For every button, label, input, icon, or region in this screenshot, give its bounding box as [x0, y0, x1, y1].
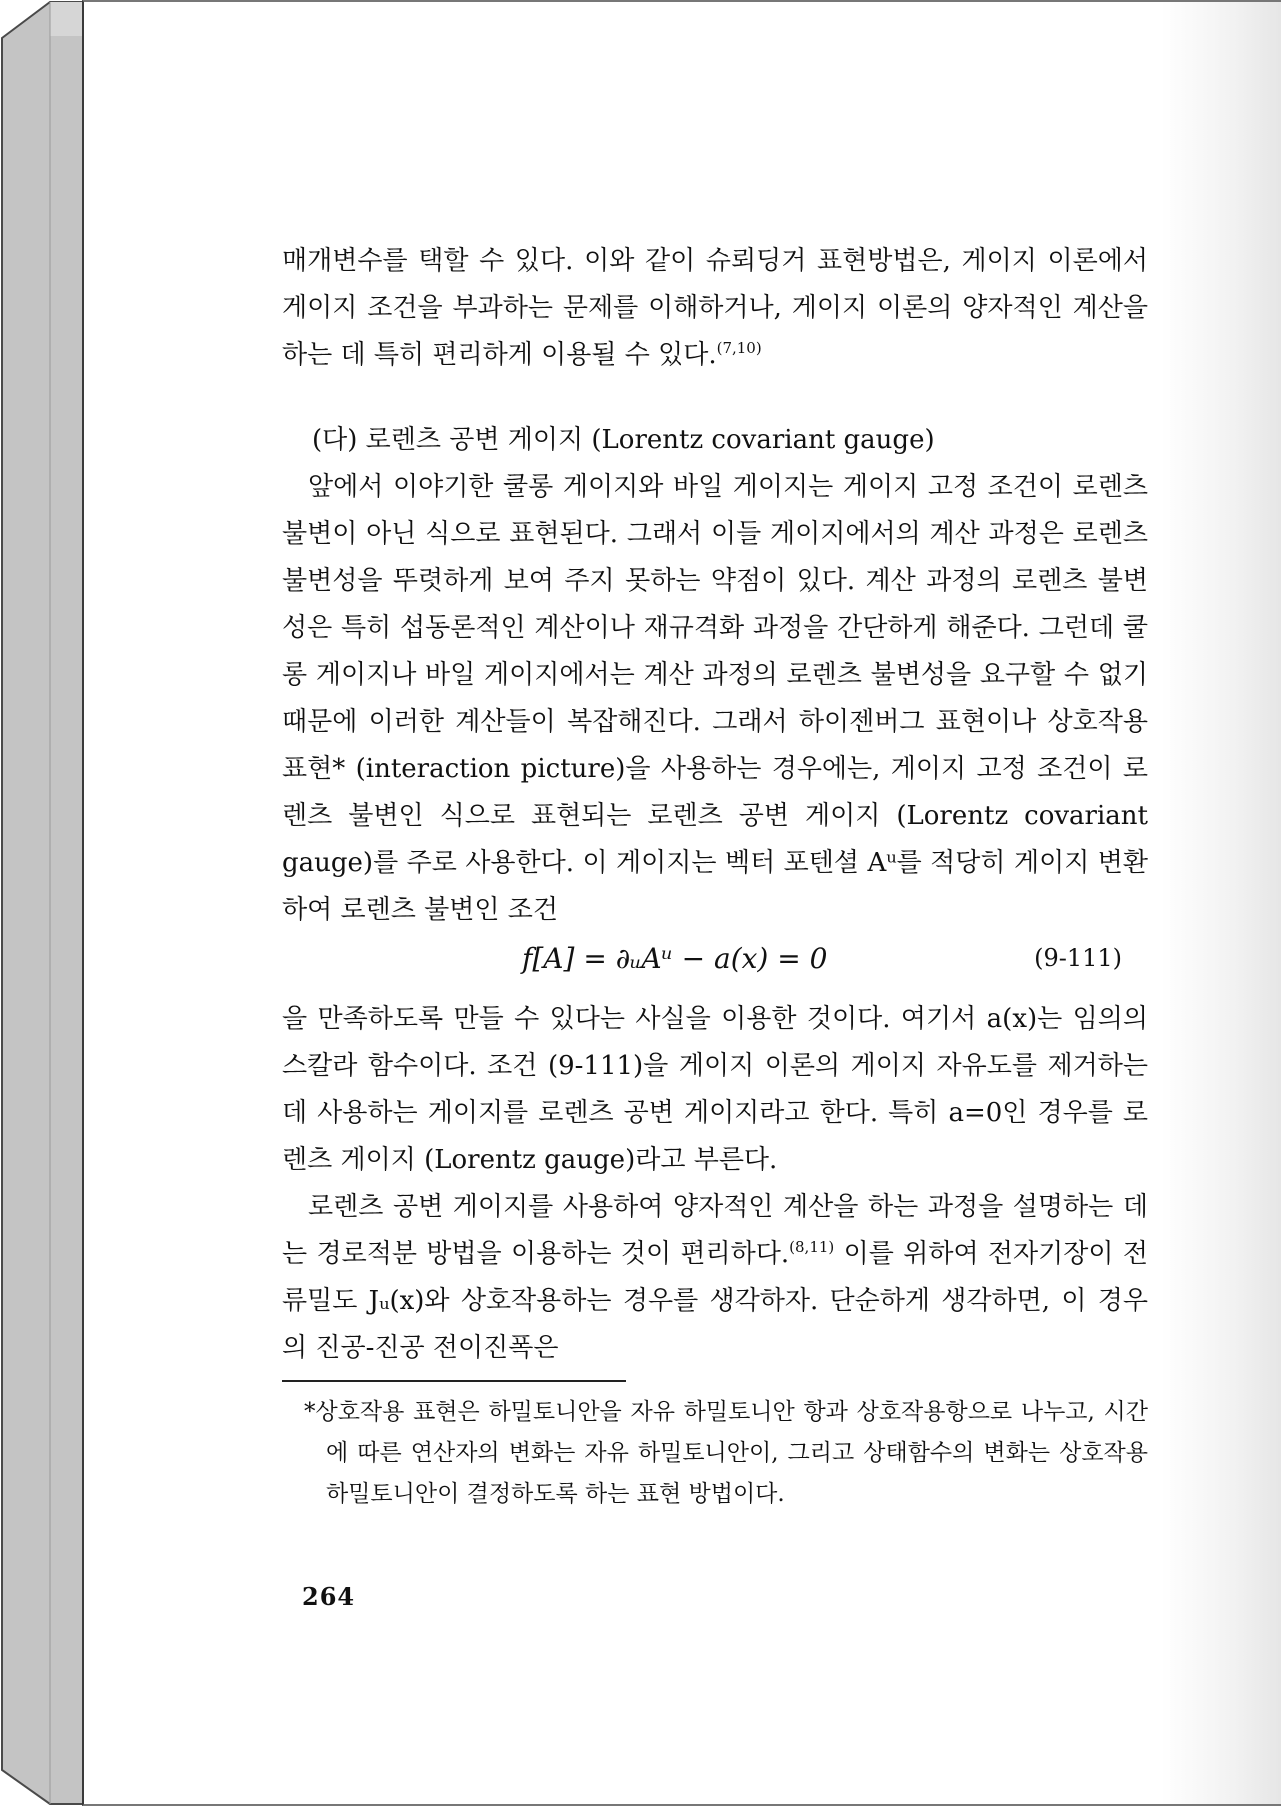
footnote: *상호작용 표현은 하밀토니안을 자유 하밀토니안 항과 상호작용항으로 나누고, 시간에 따른 연산자의 변화는 자유 하밀토니안이, 그리고 상태함수의 변화는 상호작용 하밀토니안이 결정하도록 하는 표현 방법이다.	[304, 1399, 1148, 1507]
page-content	[282, 238, 1148, 1515]
paragraph-intro-text: 매개변수를 택할 수 있다. 이와 같이 슈뢰딩거 표현방법은, 게이지 이론에서 게이지 조건을 부과하는 문제를 이해하거나, 게이지 이론의 양자적인 계산을 하는 데 특히 편리하게 이용될 수 있다.	[282, 246, 1148, 370]
footnote-divider	[282, 1380, 626, 1382]
citation-ref: (7,10)	[716, 339, 762, 357]
paragraph-path-integral-continued: 이를 위하여 전자기장이 전류밀도 Jᵤ(x)와 상호작용하는 경우를 생각하자. 단순하게 생각하면, 이 경우의 진공-진공 전이진폭은	[282, 1239, 1148, 1363]
paragraph-body: 앞에서 이야기한 쿨롱 게이지와 바일 게이지는 게이지 고정 조건이 로렌츠 불변이 아닌 식으로 표현된다. 그래서 이들 게이지에서의 계산 과정은 로렌츠 불변성을 뚜렷하게 보여 주지 못하는 약점이 있다. 계산 과정의 로렌츠 불변성은 특히 섭동론적인 계산이나 재규격화 과정을 간단하게 해준다. 그런데 쿨롱 게이지나 바일 게이지에서는 계산 과정의 로렌츠 불변성을 요구할 수 없기 때문에 이러한 계산들이 복잡해진다. 그래서 하이젠버그 표현이나 상호작용 표현* (interaction picture)을 사용하는 경우에는, 게이지 고정 조건이 로렌츠 불변인 식으로 표현되는 로렌츠 공변 게이지 (Lorentz covariant gauge)를 주로 사용한다. 이 게이지는 벡터 포텐셜 Aᵘ를 적당히 게이지 변환하여 로렌츠 불변인 조건	[282, 472, 1148, 925]
paragraph-intro	[282, 238, 1148, 379]
page-number: 264	[302, 1582, 356, 1611]
section-heading: (다) 로렌츠 공변 게이지 (Lorentz covariant gauge)	[312, 425, 935, 455]
paragraph-path-integral-text: 로렌츠 공변 게이지를 사용하여 양자적인 계산을 하는 과정을 설명하는 데는 경로적분 방법을 이용하는 것이 편리하다.	[282, 1192, 1148, 1269]
paragraph-path-integral	[282, 1184, 1148, 1372]
equation-number: (9-111)	[1034, 944, 1122, 972]
equation-block	[282, 934, 1148, 996]
paragraph-condition: 을 만족하도록 만들 수 있다는 사실을 이용한 것이다. 여기서 a(x)는 임의의 스칼라 함수이다. 조건 (9-111)을 게이지 이론의 게이지 자유도를 제거하는 데 사용하는 게이지를 로렌츠 공변 게이지라고 한다. 특히 a=0인 경우를 로렌츠 게이지 (Lorentz gauge)라고 부른다.	[282, 1004, 1148, 1175]
citation-ref: (8,11)	[789, 1238, 835, 1256]
equation: f[A] = ∂ᵤAᵘ − a(x) = 0	[522, 942, 828, 975]
